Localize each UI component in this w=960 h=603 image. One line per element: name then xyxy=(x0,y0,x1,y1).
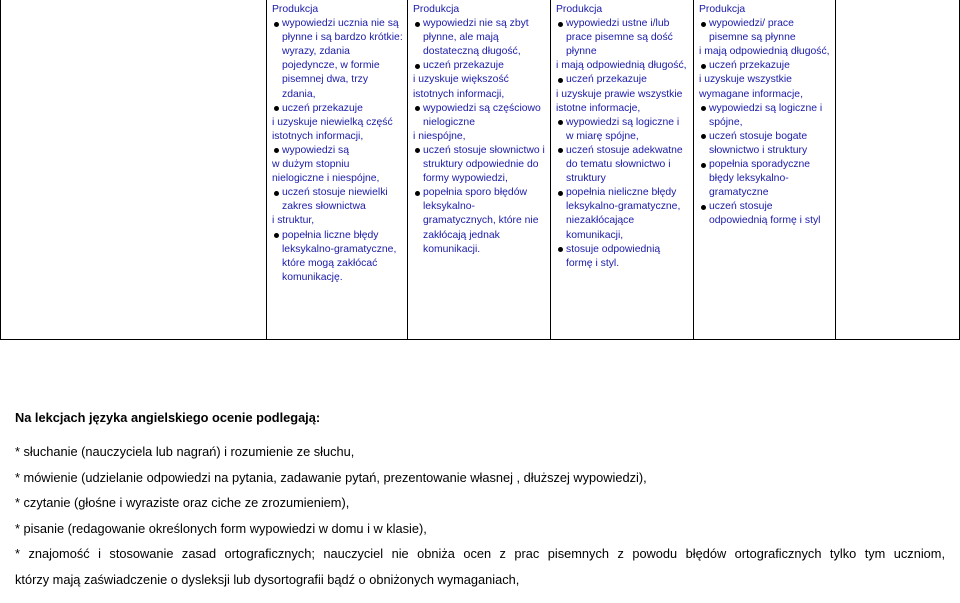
text-continuation: i uzyskuje prawie wszystkie istotne informacje, xyxy=(556,88,683,114)
cell-title: Produkcja xyxy=(556,4,603,15)
bullet-item: popełnia sporo błędów leksykalno-gramatycznych, które nie zakłócają jednak komunikacji. xyxy=(413,186,546,256)
list-item-reading: * czytanie (głośne i wyraziste oraz ciche ze zrozumieniem), xyxy=(15,495,350,510)
bullet-item: uczeń stosuje niewielki zakres słownictwa xyxy=(272,186,403,214)
text-continuation: i uzyskuje niewielką część istotnych informacji, xyxy=(272,116,393,142)
bullet-item: uczeń stosuje adekwatne do tematu słownictwo i struktury xyxy=(556,144,689,186)
table-cell-grade-5 xyxy=(836,0,960,340)
text-continuation: i niespójne, xyxy=(413,130,466,142)
bullet-item: stosuje odpowiednią formę i styl. xyxy=(556,243,689,271)
table-cell-empty xyxy=(1,0,267,340)
table-cell-grade-1 xyxy=(267,0,408,340)
list-item-speaking: * mówienie (udzielanie odpowiedzi na pytania, zadawanie pytań, prezentowanie własnej , dłuższej wypowiedzi), xyxy=(15,469,647,485)
text-continuation: i uzyskuje większość istotnych informacji, xyxy=(413,74,509,100)
text-continuation: i mają odpowiednią długość, xyxy=(699,46,830,58)
list-item-spelling: * znajomość i stosowanie zasad ortograficznych; nauczyciel nie obniża ocen z prac pisemnych z powodu błędów ortograficznych tylko tym uczniom, xyxy=(15,546,945,561)
text-continuation: w dużym stopniu nielogiczne i niespójne, xyxy=(272,159,380,185)
table-cell-grade-4 xyxy=(694,0,836,340)
bullet-item: wypowiedzi ucznia nie są płynne i są bardzo krótkie: wyrazy, zdania pojedyncze, w formie pisemnej dwa, trzy zdania, xyxy=(272,17,403,102)
bullet-item: uczeń przekazuje xyxy=(699,59,831,73)
cell-title: Produkcja xyxy=(413,4,460,15)
cell-title: Produkcja xyxy=(699,4,746,15)
bullet-item: wypowiedzi są częściowo nielogiczne xyxy=(413,102,546,130)
bullet-item: wypowiedzi nie są zbyt płynne, ale mają dostateczną długość, xyxy=(413,17,546,59)
table-cell-grade-2 xyxy=(408,0,551,340)
list-item-writing: * pisanie (redagowanie określonych form wypowiedzi w domu i w klasie), xyxy=(15,520,427,536)
text-continuation: i struktur, xyxy=(272,215,315,227)
bullet-item: wypowiedzi są logiczne i w miarę spójne, xyxy=(556,116,689,144)
bullet-item: uczeń stosuje słownictwo i struktury odpowiednie do formy wypowiedzi, xyxy=(413,144,546,186)
bullet-item: uczeń przekazuje xyxy=(272,102,403,116)
bullet-item: wypowiedzi są logiczne i spójne, xyxy=(699,102,831,130)
list-item-listening: * słuchanie (nauczyciela lub nagrań) i rozumienie ze słuchu, xyxy=(15,444,355,459)
bullet-item: popełnia liczne błędy leksykalno-gramatyczne, które mogą zakłócać komunikację. xyxy=(272,229,403,285)
bullet-item: uczeń przekazuje xyxy=(556,73,689,87)
text-continuation: i uzyskuje wszystkie wymagane informacje, xyxy=(699,74,803,100)
assessment-areas xyxy=(15,410,945,597)
bullet-item: wypowiedzi są xyxy=(272,144,403,158)
bullet-item: wypowiedzi/ prace pisemne są płynne xyxy=(699,17,831,45)
section-heading: Na lekcjach języka angielskiego ocenie podlegają: xyxy=(15,410,321,425)
bullet-item: uczeń stosuje bogate słownictwo i struktury xyxy=(699,130,831,158)
bullet-item: uczeń stosuje odpowiednią formę i styl xyxy=(699,200,831,228)
cell-title: Produkcja xyxy=(272,4,319,15)
bullet-item: uczeń przekazuje xyxy=(413,59,546,73)
table-row xyxy=(1,0,960,340)
text-continuation: i mają odpowiednią długość, xyxy=(556,60,687,72)
bullet-item: wypowiedzi ustne i/lub prace pisemne są dość płynne xyxy=(556,17,689,59)
bullet-item: popełnia sporadyczne błędy leksykalno-gramatyczne xyxy=(699,158,831,200)
bullet-item: popełnia nieliczne błędy leksykalno-gramatyczne, niezakłócające komunikacji, xyxy=(556,186,689,242)
list-item-spelling-continued: którzy mają zaświadczenie o dysleksji lub dysortografii bądź o obniżonych wymaganiach, xyxy=(15,571,520,587)
table-cell-grade-3 xyxy=(551,0,694,340)
